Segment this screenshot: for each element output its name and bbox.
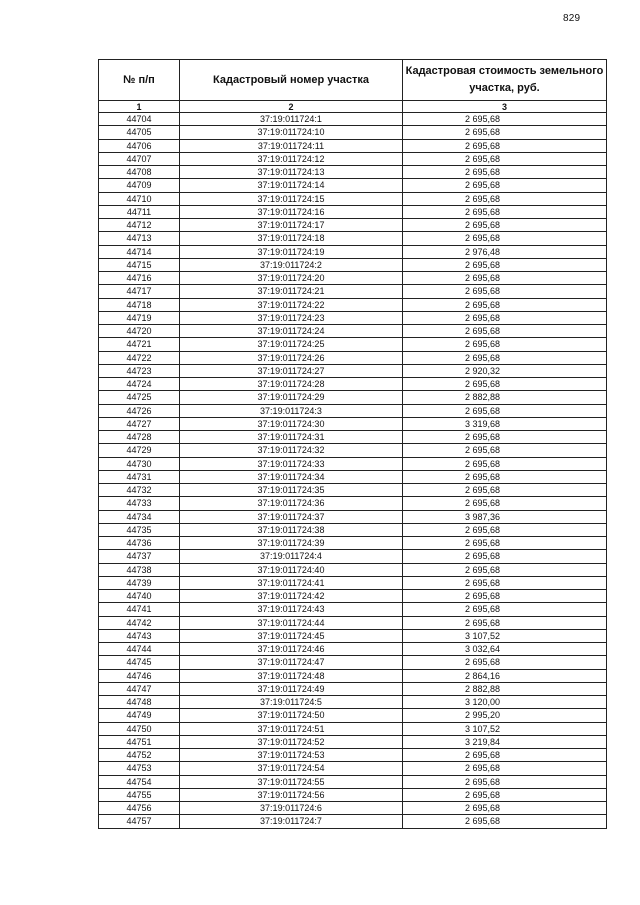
row-index: 44708 [99,166,180,179]
table-row [99,126,607,139]
table-row [99,311,607,324]
row-cadastral-value: 2 695,68 [403,431,607,444]
row-cadastral-value: 2 695,68 [403,775,607,788]
column-number: 2 [180,101,403,113]
header-row [99,60,607,101]
row-index: 44745 [99,656,180,669]
row-index: 44738 [99,563,180,576]
row-cadastral-value: 2 695,68 [403,656,607,669]
row-index: 44715 [99,258,180,271]
row-cadastral-value: 3 219,84 [403,735,607,748]
row-cadastral-value: 2 695,68 [403,113,607,126]
row-index: 44730 [99,457,180,470]
row-cadastral-number: 37:19:011724:24 [180,325,403,338]
row-cadastral-number: 37:19:011724:22 [180,298,403,311]
row-index: 44714 [99,245,180,258]
row-cadastral-value: 2 695,68 [403,258,607,271]
table-row [99,338,607,351]
row-cadastral-value: 3 120,00 [403,696,607,709]
row-cadastral-number: 37:19:011724:15 [180,192,403,205]
table-row [99,417,607,430]
table-row [99,484,607,497]
row-cadastral-number: 37:19:011724:55 [180,775,403,788]
row-index: 44707 [99,152,180,165]
table-row [99,258,607,271]
row-cadastral-number: 37:19:011724:17 [180,219,403,232]
row-cadastral-value: 3 032,64 [403,643,607,656]
row-cadastral-number: 37:19:011724:40 [180,563,403,576]
table-row [99,762,607,775]
table-row [99,325,607,338]
row-cadastral-number: 37:19:011724:28 [180,378,403,391]
row-cadastral-number: 37:19:011724:27 [180,364,403,377]
row-index: 44726 [99,404,180,417]
row-cadastral-value: 3 107,52 [403,629,607,642]
row-index: 44746 [99,669,180,682]
row-cadastral-number: 37:19:011724:23 [180,311,403,324]
header-cadastral-value: Кадастровая стоимость земельного участка, руб. [403,60,607,101]
row-index: 44705 [99,126,180,139]
row-cadastral-number: 37:19:011724:7 [180,815,403,828]
row-index: 44706 [99,139,180,152]
table-row [99,749,607,762]
row-cadastral-value: 3 107,52 [403,722,607,735]
row-cadastral-number: 37:19:011724:10 [180,126,403,139]
table-row [99,735,607,748]
row-cadastral-number: 37:19:011724:45 [180,629,403,642]
row-index: 44753 [99,762,180,775]
row-cadastral-number: 37:19:011724:19 [180,245,403,258]
table-row [99,457,607,470]
table-row [99,391,607,404]
row-cadastral-value: 2 882,88 [403,391,607,404]
row-index: 44732 [99,484,180,497]
row-index: 44711 [99,205,180,218]
row-index: 44704 [99,113,180,126]
row-index: 44742 [99,616,180,629]
row-index: 44733 [99,497,180,510]
table-row [99,550,607,563]
row-cadastral-value: 2 695,68 [403,272,607,285]
column-number-row [99,101,607,113]
table-row [99,205,607,218]
row-index: 44739 [99,576,180,589]
row-index: 44724 [99,378,180,391]
row-index: 44756 [99,802,180,815]
row-index: 44718 [99,298,180,311]
row-index: 44713 [99,232,180,245]
row-cadastral-number: 37:19:011724:16 [180,205,403,218]
cadastral-value-table [98,59,607,829]
table-row [99,802,607,815]
row-index: 44719 [99,311,180,324]
table-row [99,590,607,603]
row-cadastral-value: 2 882,88 [403,682,607,695]
row-cadastral-value: 2 695,68 [403,139,607,152]
row-index: 44737 [99,550,180,563]
table-row [99,298,607,311]
row-cadastral-number: 37:19:011724:51 [180,722,403,735]
row-cadastral-number: 37:19:011724:42 [180,590,403,603]
table-row [99,537,607,550]
column-number: 1 [99,101,180,113]
table-row [99,470,607,483]
table-row [99,179,607,192]
row-index: 44723 [99,364,180,377]
row-cadastral-value: 2 695,68 [403,470,607,483]
table-row [99,722,607,735]
table-row [99,285,607,298]
row-cadastral-number: 37:19:011724:38 [180,523,403,536]
row-cadastral-value: 2 695,68 [403,126,607,139]
row-cadastral-value: 2 695,68 [403,749,607,762]
row-cadastral-number: 37:19:011724:5 [180,696,403,709]
row-cadastral-value: 2 695,68 [403,232,607,245]
row-cadastral-number: 37:19:011724:52 [180,735,403,748]
row-cadastral-number: 37:19:011724:12 [180,152,403,165]
row-index: 44757 [99,815,180,828]
table-row [99,139,607,152]
row-index: 44712 [99,219,180,232]
header-index: № п/п [99,60,180,101]
table-row [99,166,607,179]
row-index: 44744 [99,643,180,656]
table-row [99,656,607,669]
row-cadastral-number: 37:19:011724:56 [180,788,403,801]
table-row [99,669,607,682]
row-cadastral-number: 37:19:011724:4 [180,550,403,563]
row-cadastral-value: 2 695,68 [403,152,607,165]
row-index: 44721 [99,338,180,351]
row-cadastral-number: 37:19:011724:20 [180,272,403,285]
row-cadastral-value: 2 695,68 [403,298,607,311]
row-cadastral-number: 37:19:011724:1 [180,113,403,126]
table-row [99,232,607,245]
row-cadastral-number: 37:19:011724:47 [180,656,403,669]
row-cadastral-number: 37:19:011724:36 [180,497,403,510]
row-cadastral-value: 2 695,68 [403,378,607,391]
row-cadastral-value: 2 695,68 [403,457,607,470]
table-row [99,563,607,576]
row-cadastral-number: 37:19:011724:13 [180,166,403,179]
row-cadastral-value: 2 695,68 [403,166,607,179]
row-cadastral-value: 2 695,68 [403,404,607,417]
table-row [99,523,607,536]
row-index: 44741 [99,603,180,616]
row-cadastral-value: 2 695,68 [403,192,607,205]
row-cadastral-value: 2 695,68 [403,550,607,563]
row-cadastral-value: 2 695,68 [403,444,607,457]
page-number: 829 [563,13,581,24]
row-index: 44747 [99,682,180,695]
row-cadastral-number: 37:19:011724:21 [180,285,403,298]
table-row [99,152,607,165]
row-cadastral-number: 37:19:011724:50 [180,709,403,722]
row-cadastral-value: 2 695,68 [403,537,607,550]
row-index: 44735 [99,523,180,536]
table-row [99,192,607,205]
row-index: 44722 [99,351,180,364]
row-cadastral-number: 37:19:011724:33 [180,457,403,470]
row-cadastral-number: 37:19:011724:49 [180,682,403,695]
row-index: 44749 [99,709,180,722]
row-cadastral-value: 2 695,68 [403,325,607,338]
table-row [99,404,607,417]
row-index: 44727 [99,417,180,430]
row-cadastral-number: 37:19:011724:2 [180,258,403,271]
row-cadastral-number: 37:19:011724:35 [180,484,403,497]
row-cadastral-number: 37:19:011724:44 [180,616,403,629]
table-row [99,364,607,377]
table-row [99,643,607,656]
table-row [99,510,607,523]
row-cadastral-number: 37:19:011724:54 [180,762,403,775]
row-cadastral-number: 37:19:011724:29 [180,391,403,404]
table-row [99,219,607,232]
row-cadastral-number: 37:19:011724:18 [180,232,403,245]
table-row [99,444,607,457]
row-cadastral-value: 3 319,68 [403,417,607,430]
row-index: 44729 [99,444,180,457]
table-row [99,431,607,444]
table-row [99,788,607,801]
row-cadastral-value: 2 695,68 [403,603,607,616]
row-cadastral-number: 37:19:011724:32 [180,444,403,457]
row-index: 44731 [99,470,180,483]
row-index: 44740 [99,590,180,603]
row-cadastral-value: 2 695,68 [403,497,607,510]
row-cadastral-value: 2 695,68 [403,576,607,589]
table-row [99,815,607,828]
table-row [99,682,607,695]
row-cadastral-number: 37:19:011724:3 [180,404,403,417]
row-cadastral-number: 37:19:011724:43 [180,603,403,616]
table-row [99,245,607,258]
row-cadastral-number: 37:19:011724:46 [180,643,403,656]
row-cadastral-value: 2 695,68 [403,484,607,497]
row-cadastral-number: 37:19:011724:41 [180,576,403,589]
row-cadastral-value: 2 976,48 [403,245,607,258]
row-cadastral-value: 2 695,68 [403,590,607,603]
row-index: 44748 [99,696,180,709]
row-cadastral-number: 37:19:011724:48 [180,669,403,682]
table-row [99,351,607,364]
row-cadastral-value: 2 695,68 [403,219,607,232]
row-cadastral-number: 37:19:011724:30 [180,417,403,430]
row-cadastral-value: 2 695,68 [403,179,607,192]
row-index: 44716 [99,272,180,285]
row-cadastral-value: 2 695,68 [403,523,607,536]
table-row [99,603,607,616]
row-index: 44751 [99,735,180,748]
row-cadastral-value: 2 695,68 [403,616,607,629]
table-row [99,696,607,709]
row-cadastral-number: 37:19:011724:39 [180,537,403,550]
row-cadastral-value: 2 695,68 [403,285,607,298]
row-cadastral-value: 3 987,36 [403,510,607,523]
row-cadastral-value: 2 695,68 [403,563,607,576]
row-cadastral-number: 37:19:011724:6 [180,802,403,815]
table-row [99,272,607,285]
table-row [99,775,607,788]
row-cadastral-value: 2 920,32 [403,364,607,377]
row-cadastral-value: 2 695,68 [403,351,607,364]
table-row [99,497,607,510]
table-row [99,709,607,722]
row-index: 44725 [99,391,180,404]
row-cadastral-value: 2 695,68 [403,788,607,801]
row-cadastral-value: 2 695,68 [403,762,607,775]
table-row [99,616,607,629]
row-cadastral-value: 2 695,68 [403,205,607,218]
row-cadastral-number: 37:19:011724:37 [180,510,403,523]
row-cadastral-number: 37:19:011724:31 [180,431,403,444]
column-number: 3 [403,101,607,113]
table-row [99,113,607,126]
row-cadastral-number: 37:19:011724:11 [180,139,403,152]
row-cadastral-number: 37:19:011724:34 [180,470,403,483]
row-cadastral-number: 37:19:011724:14 [180,179,403,192]
row-cadastral-value: 2 695,68 [403,311,607,324]
row-cadastral-value: 2 695,68 [403,815,607,828]
row-index: 44728 [99,431,180,444]
table-row [99,576,607,589]
row-index: 44736 [99,537,180,550]
table-row [99,378,607,391]
table-row [99,629,607,642]
row-cadastral-value: 2 864,16 [403,669,607,682]
row-index: 44710 [99,192,180,205]
row-index: 44752 [99,749,180,762]
row-index: 44755 [99,788,180,801]
table-body [99,113,607,829]
row-index: 44717 [99,285,180,298]
row-cadastral-number: 37:19:011724:25 [180,338,403,351]
row-index: 44743 [99,629,180,642]
row-index: 44720 [99,325,180,338]
row-index: 44754 [99,775,180,788]
header-cadastral-number: Кадастровый номер участка [180,60,403,101]
row-cadastral-number: 37:19:011724:26 [180,351,403,364]
row-index: 44750 [99,722,180,735]
row-cadastral-number: 37:19:011724:53 [180,749,403,762]
row-index: 44734 [99,510,180,523]
row-index: 44709 [99,179,180,192]
row-cadastral-value: 2 695,68 [403,338,607,351]
row-cadastral-value: 2 995,20 [403,709,607,722]
row-cadastral-value: 2 695,68 [403,802,607,815]
